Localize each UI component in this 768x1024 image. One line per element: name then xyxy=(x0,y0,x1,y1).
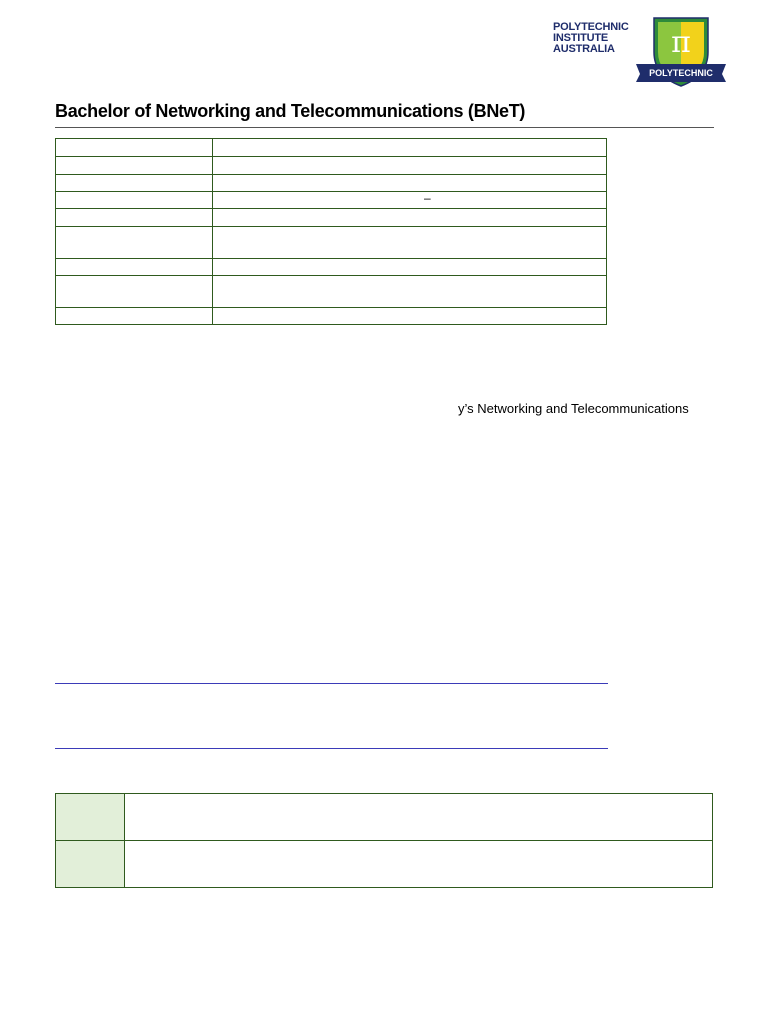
table-row xyxy=(56,841,713,888)
logo-badge-text: POLYTECHNIC xyxy=(649,68,713,78)
table-cell xyxy=(56,259,213,276)
polytechnic-shield-logo xyxy=(634,14,728,88)
table-cell xyxy=(213,259,607,276)
logo-line-2: INSTITUTE xyxy=(553,32,609,44)
table-row xyxy=(56,139,607,157)
body-text-fragment: y’s Networking and Telecommunications xyxy=(458,401,689,416)
table-cell xyxy=(56,227,213,259)
table-cell xyxy=(56,192,213,209)
table-cell xyxy=(125,794,713,841)
course-info-table xyxy=(55,138,607,325)
logo-line-3: AUSTRALIA xyxy=(553,43,615,55)
table-cell xyxy=(213,227,607,259)
table-cell xyxy=(125,841,713,888)
document-title: Bachelor of Networking and Telecommunications (BNeT) xyxy=(55,101,526,121)
shaded-cell xyxy=(56,841,125,888)
table-cell xyxy=(56,276,213,308)
table-cell xyxy=(56,209,213,227)
table-cell xyxy=(213,192,607,209)
shaded-cell xyxy=(56,794,125,841)
table-row xyxy=(56,175,607,192)
table-cell xyxy=(56,139,213,157)
pi-symbol: π xyxy=(671,25,691,60)
table-row xyxy=(56,192,607,209)
table-cell xyxy=(213,209,607,227)
table-row xyxy=(56,794,713,841)
table-cell xyxy=(213,276,607,308)
table-cell xyxy=(213,308,607,325)
table-cell xyxy=(56,175,213,192)
table-cell xyxy=(56,308,213,325)
logo-line-1: POLYTECHNIC xyxy=(553,21,629,33)
table-row xyxy=(56,157,607,175)
logo-text xyxy=(553,22,629,55)
table-cell xyxy=(56,157,213,175)
table-cell xyxy=(213,157,607,175)
table-cell xyxy=(213,139,607,157)
table-cell xyxy=(213,175,607,192)
table-row xyxy=(56,259,607,276)
table-dash-mark: – xyxy=(424,191,431,205)
hyperlink-rule-1 xyxy=(55,683,608,684)
table-row xyxy=(56,276,607,308)
table-row xyxy=(56,209,607,227)
table-row xyxy=(56,227,607,259)
title-underline xyxy=(55,127,714,128)
hyperlink-rule-2 xyxy=(55,748,608,749)
shaded-grid-table xyxy=(55,793,713,888)
table-row xyxy=(56,308,607,325)
